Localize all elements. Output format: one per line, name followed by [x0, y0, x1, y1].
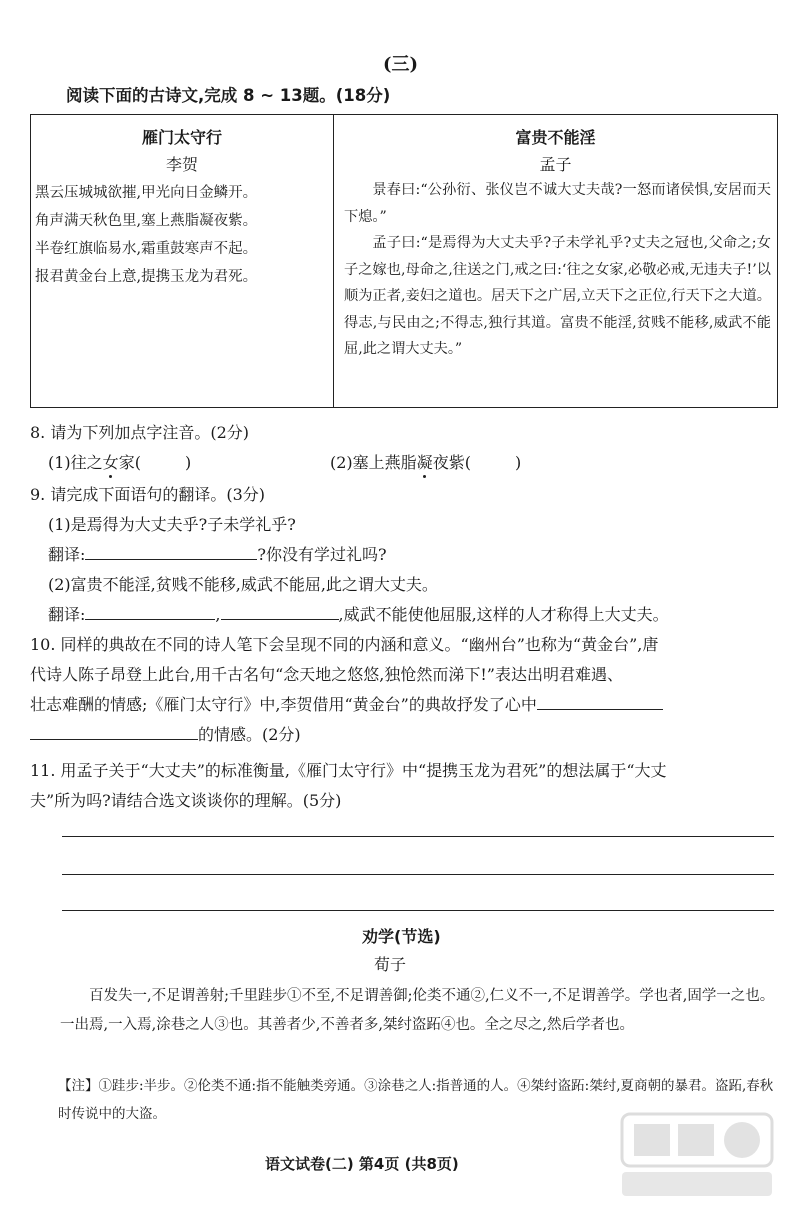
q9-translation-2 [48, 602, 669, 625]
q10-line3-text: 壮志难酬的情感;《雁门太守行》中,李贺借用“黄金台”的典故抒发了心中 [30, 695, 537, 714]
prose-paragraph: 景春曰:“公孙衍、张仪岂不诚大丈夫哉?一怒而诸侯惧,安居而天下熄。” [344, 182, 771, 225]
answer-line[interactable] [537, 708, 663, 710]
poem-author: 李贺 [165, 155, 198, 174]
question-11-line: 11. 用孟子关于“大丈夫”的标准衡量,《雁门太守行》中“提携玉龙为君死”的想法属于“大丈 [30, 761, 667, 780]
q8-dotted-char: 女 [103, 450, 119, 473]
question-8-stem: 8. 请为下列加点字注音。(2分) [30, 423, 250, 442]
question-10-line: 10. 同样的典故在不同的诗人笔下会呈现不同的内涵和意义。“幽州台”也称为“黄金台”,唐 [30, 635, 659, 654]
answer-line[interactable] [85, 618, 215, 620]
answer-line[interactable] [30, 738, 198, 740]
q8-item1-close: ) [184, 453, 192, 472]
poem-line: 半卷红旗临易水,霜重鼓寒声不起。 [35, 241, 258, 257]
poem-line: 角声满天秋色里,塞上燕脂凝夜紫。 [35, 213, 258, 229]
q8-dotted-char: 凝 [417, 450, 433, 473]
question-10-line [30, 692, 663, 715]
q8-item1-prefix: (1)往之 [48, 453, 103, 472]
watermark-logo [612, 1106, 782, 1204]
translation-label: 翻译: [48, 605, 86, 624]
poem-line: 黑云压城城欲摧,甲光向日金鳞开。 [35, 185, 258, 201]
reading-texts-table [30, 114, 778, 408]
answer-line[interactable] [85, 558, 257, 560]
classic-passage: 百发失一,不足谓善射;千里跬步①不至,不足谓善御;伦类不通②,仁义不一,不足谓善学。学也者,固学一之也。一出焉,一入焉,涂巷之人③也。其善者少,不善者多,桀纣盗跖④也。全之尽之,然后学者也。 [60, 988, 775, 1033]
question-8-item-2 [330, 450, 521, 473]
classic-author: 荀子 [374, 955, 407, 974]
classic-title: 劝学(节选) [362, 927, 441, 946]
prose-title: 富贵不能淫 [515, 128, 596, 147]
question-10-line: 代诗人陈子昂登上此台,用千古名句“念天地之悠悠,独怆然而涕下!”表达出明君难遇、 [30, 665, 623, 684]
poem-title: 雁门太守行 [141, 128, 222, 147]
q9-translation-1 [48, 542, 387, 565]
answer-line[interactable] [62, 836, 774, 837]
page-footer: 语文试卷(二) 第4页 (共8页) [265, 1155, 459, 1173]
q8-item2-suffix: 夜紫( [432, 453, 471, 472]
answer-line[interactable] [62, 874, 774, 875]
reading-instruction: 阅读下面的古诗文,完成 8 ~ 13题。(18分) [66, 86, 391, 105]
poem-line: 报君黄金台上意,提携玉龙为君死。 [35, 269, 258, 285]
question-8-item-1 [48, 450, 191, 473]
classic-note: 【注】①跬步:半步。②伦类不通:指不能触类旁通。③涂巷之人:指普通的人。④桀纣盗跖:桀纣,夏商朝的暴君。盗跖,春秋时传说中的大盗。 [58, 1078, 774, 1122]
translation-label: 翻译: [48, 545, 86, 564]
question-11-line: 夫”所为吗?请结合选文谈谈你的理解。(5分) [30, 791, 342, 810]
q9-sentence-2: (2)富贵不能淫,贫贱不能移,威武不能屈,此之谓大丈夫。 [48, 575, 438, 594]
question-10-line [30, 722, 301, 745]
translation-2-tail: ,威武不能使他屈服,这样的人才称得上大丈夫。 [338, 605, 669, 624]
prose-paragraph: 孟子曰:“是焉得为大丈夫乎?子未学礼乎?丈夫之冠也,父命之;女子之嫁也,母命之,往送之门,戒之曰:‘往之女家,必敬必戒,无违夫子!’以顺为正者,妾妇之道也。居天下之广居,立天下之正位,行天下之大道。得志,与民由之;不得志,独行其道。富贵不能淫,贫贱不能移,威武不能屈,此之谓大丈夫。” [344, 235, 771, 357]
q8-item2-close: ) [514, 453, 522, 472]
poem-cell [31, 115, 334, 408]
prose-author: 孟子 [539, 155, 572, 174]
prose-cell [334, 115, 778, 408]
section-label: (三) [383, 54, 419, 75]
translation-1-tail: ?你没有学过礼吗? [257, 545, 387, 564]
answer-line[interactable] [62, 910, 774, 911]
question-9-stem: 9. 请完成下面语句的翻译。(3分) [30, 485, 266, 504]
q8-item1-suffix: 家( [118, 453, 141, 472]
answer-line[interactable] [221, 618, 339, 620]
translation-comma: , [215, 605, 221, 624]
q10-line4-tail: 的情感。(2分) [198, 725, 301, 744]
q9-sentence-1: (1)是焉得为大丈夫乎?子未学礼乎? [48, 515, 296, 534]
q8-item2-prefix: (2)塞上燕脂 [330, 453, 417, 472]
